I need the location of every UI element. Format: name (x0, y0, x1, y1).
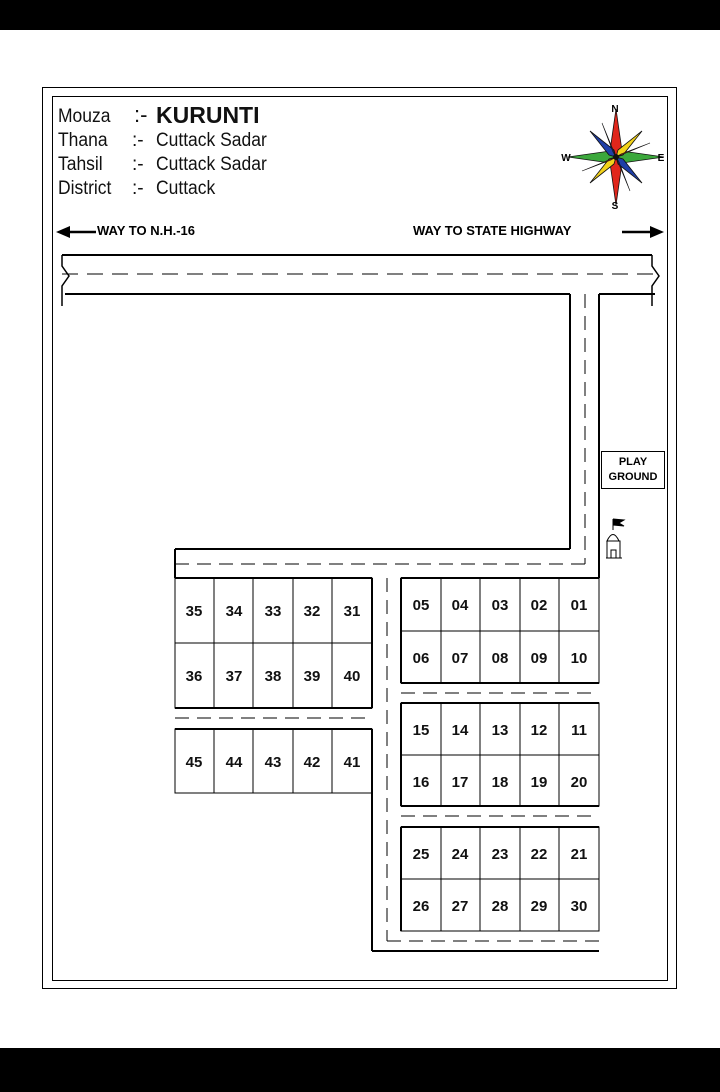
info-label: Thana (58, 130, 108, 151)
plot-number: 05 (412, 597, 430, 614)
temple-icon (606, 519, 624, 558)
left-arrow-icon (56, 226, 96, 238)
plot-number: 37 (225, 668, 243, 685)
play-ground-line1: PLAY (618, 456, 648, 468)
plot-number: 15 (412, 722, 430, 739)
plot-number: 08 (491, 650, 509, 667)
info-value-tahsil: Cuttack Sadar (156, 154, 267, 175)
plot-number: 23 (491, 846, 509, 863)
plot-number: 38 (264, 668, 282, 685)
block-b (413, 722, 588, 791)
info-sep: :- (132, 130, 144, 151)
plot-number: 11 (571, 722, 587, 739)
compass-w-label: W (561, 153, 571, 164)
plot-number: 44 (225, 754, 243, 771)
compass-s-label: S (611, 201, 619, 212)
plot-number: 12 (530, 722, 548, 739)
info-value-mouza: KURUNTI (156, 102, 260, 128)
compass-rose-icon (568, 109, 664, 205)
way-to-state-highway-label: WAY TO STATE HIGHWAY (413, 223, 572, 238)
compass-n-label: N (611, 104, 619, 115)
plot-number: 14 (451, 722, 469, 739)
plot-number: 24 (451, 846, 469, 863)
plot-number: 02 (530, 597, 548, 614)
info-sep: :- (132, 178, 144, 199)
plot-number: 29 (530, 898, 548, 915)
plot-number: 30 (570, 898, 588, 915)
plot-number: 32 (303, 603, 321, 620)
plot-number: 33 (264, 603, 282, 620)
plot-number: 25 (412, 846, 430, 863)
plot-number: 07 (451, 650, 469, 667)
plot-number: 31 (343, 603, 361, 620)
info-value-thana: Cuttack Sadar (156, 130, 267, 151)
block-c (413, 846, 588, 915)
plot-number: 16 (412, 774, 430, 791)
plot-number: 45 (185, 754, 203, 771)
way-to-nh16-label: WAY TO N.H.-16 (97, 223, 196, 238)
compass-e-label: E (657, 153, 665, 164)
info-label: District (58, 178, 112, 199)
plot-number: 28 (491, 898, 509, 915)
info-sep: :- (134, 102, 148, 127)
plot-number: 13 (491, 722, 509, 739)
info-sep: :- (132, 154, 144, 175)
plot-number: 03 (491, 597, 509, 614)
plot-number: 20 (570, 774, 588, 791)
block-e (186, 754, 361, 771)
plot-number: 10 (570, 650, 588, 667)
plot-number: 01 (570, 597, 588, 614)
block-d (186, 603, 361, 685)
info-label: Tahsil (58, 154, 103, 175)
info-value-district: Cuttack (156, 178, 216, 199)
plot-number: 17 (451, 774, 469, 791)
right-arrow-icon (622, 226, 664, 238)
plot-number: 04 (451, 597, 469, 614)
plot-number: 19 (530, 774, 548, 791)
plot-number: 06 (412, 650, 430, 667)
plot-number: 27 (451, 898, 469, 915)
plot-number: 40 (343, 668, 361, 685)
plot-number: 22 (530, 846, 548, 863)
plot-number: 09 (530, 650, 548, 667)
plot-number: 42 (303, 754, 321, 771)
plot-number: 41 (343, 754, 361, 771)
play-ground-line2: GROUND (608, 471, 658, 483)
plot-number: 34 (225, 603, 243, 620)
play-ground-label (601, 451, 665, 489)
info-label: Mouza (58, 106, 111, 127)
plot-number: 43 (264, 754, 282, 771)
plot-number: 36 (185, 668, 203, 685)
plot-number: 35 (185, 603, 203, 620)
plot-number: 21 (570, 846, 588, 863)
plot-number: 26 (412, 898, 430, 915)
plot-number: 39 (303, 668, 321, 685)
plot-number: 18 (491, 774, 509, 791)
block-a (413, 597, 588, 667)
